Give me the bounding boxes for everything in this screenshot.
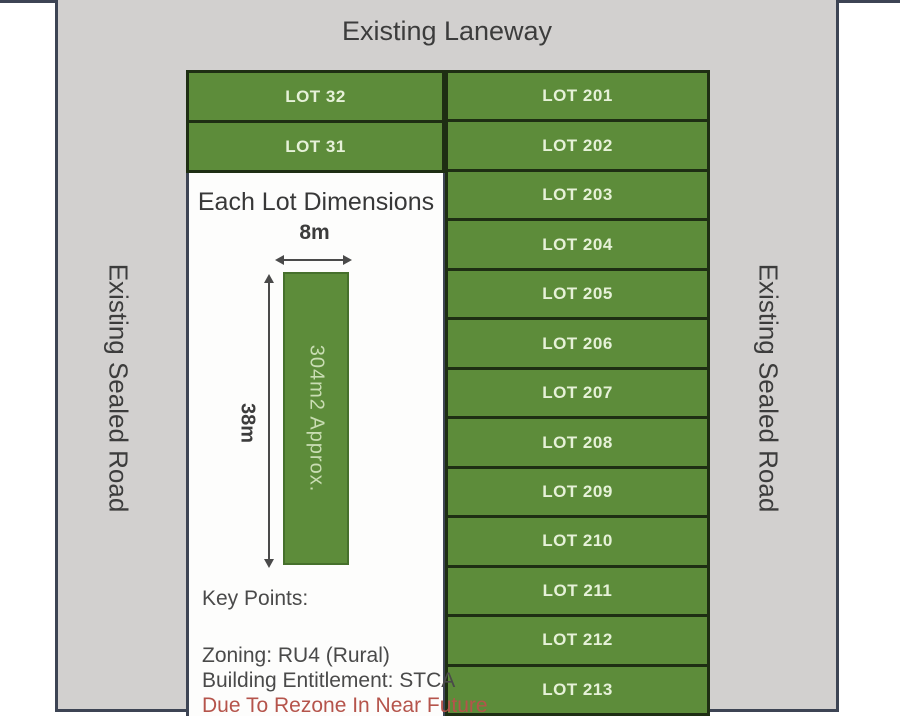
height-arrow-icon xyxy=(268,276,270,566)
lot-width-label: 8m xyxy=(299,221,330,244)
lot-row xyxy=(448,370,707,419)
lot-label: LOT 209 xyxy=(542,481,613,501)
left-road-label: Existing Sealed Road xyxy=(103,263,134,513)
lot-row xyxy=(448,172,707,221)
left-lot-column xyxy=(186,70,445,173)
lot-row xyxy=(448,518,707,567)
key-point-warning: Due To Rezone In Near Future xyxy=(202,694,488,717)
lot-row xyxy=(448,469,707,518)
lot-label: LOT 31 xyxy=(285,136,346,156)
lot-row xyxy=(448,419,707,468)
lot-label: LOT 204 xyxy=(542,234,613,254)
right-road-label: Existing Sealed Road xyxy=(753,263,784,513)
width-arrow-icon xyxy=(277,259,350,261)
lot-label: LOT 212 xyxy=(542,630,613,650)
info-panel xyxy=(186,173,488,717)
lot-label: LOT 208 xyxy=(542,432,613,452)
lot-label: LOT 207 xyxy=(542,383,613,403)
lot-row xyxy=(448,221,707,270)
lot-label: LOT 206 xyxy=(542,333,613,353)
lot-row xyxy=(189,123,442,170)
laneway-label: Existing Laneway xyxy=(341,16,553,46)
key-points xyxy=(202,586,488,718)
lot-row xyxy=(189,73,442,123)
lot-row xyxy=(448,271,707,320)
lot-label: LOT 203 xyxy=(542,185,613,205)
key-point-entitlement: Building Entitlement: STCA xyxy=(202,669,456,692)
lot-row xyxy=(448,320,707,369)
lot-label: LOT 201 xyxy=(542,86,613,106)
lot-label: LOT 32 xyxy=(285,86,346,106)
lot-area-label: 304m2 Approx. xyxy=(305,344,328,493)
lot-height-label: 38m xyxy=(236,402,259,444)
lot-label: LOT 205 xyxy=(542,284,613,304)
lot-label: LOT 202 xyxy=(542,135,613,155)
lot-row xyxy=(448,73,707,122)
lot-dimension-rectangle xyxy=(283,272,349,565)
panel-heading: Each Lot Dimensions xyxy=(197,188,435,216)
lot-label: LOT 210 xyxy=(542,531,613,551)
key-point-zoning: Zoning: RU4 (Rural) xyxy=(202,644,390,667)
lot-label: LOT 211 xyxy=(542,580,613,600)
lot-label: LOT 213 xyxy=(542,679,613,699)
lot-row xyxy=(448,122,707,171)
key-points-title: Key Points: xyxy=(202,587,309,610)
